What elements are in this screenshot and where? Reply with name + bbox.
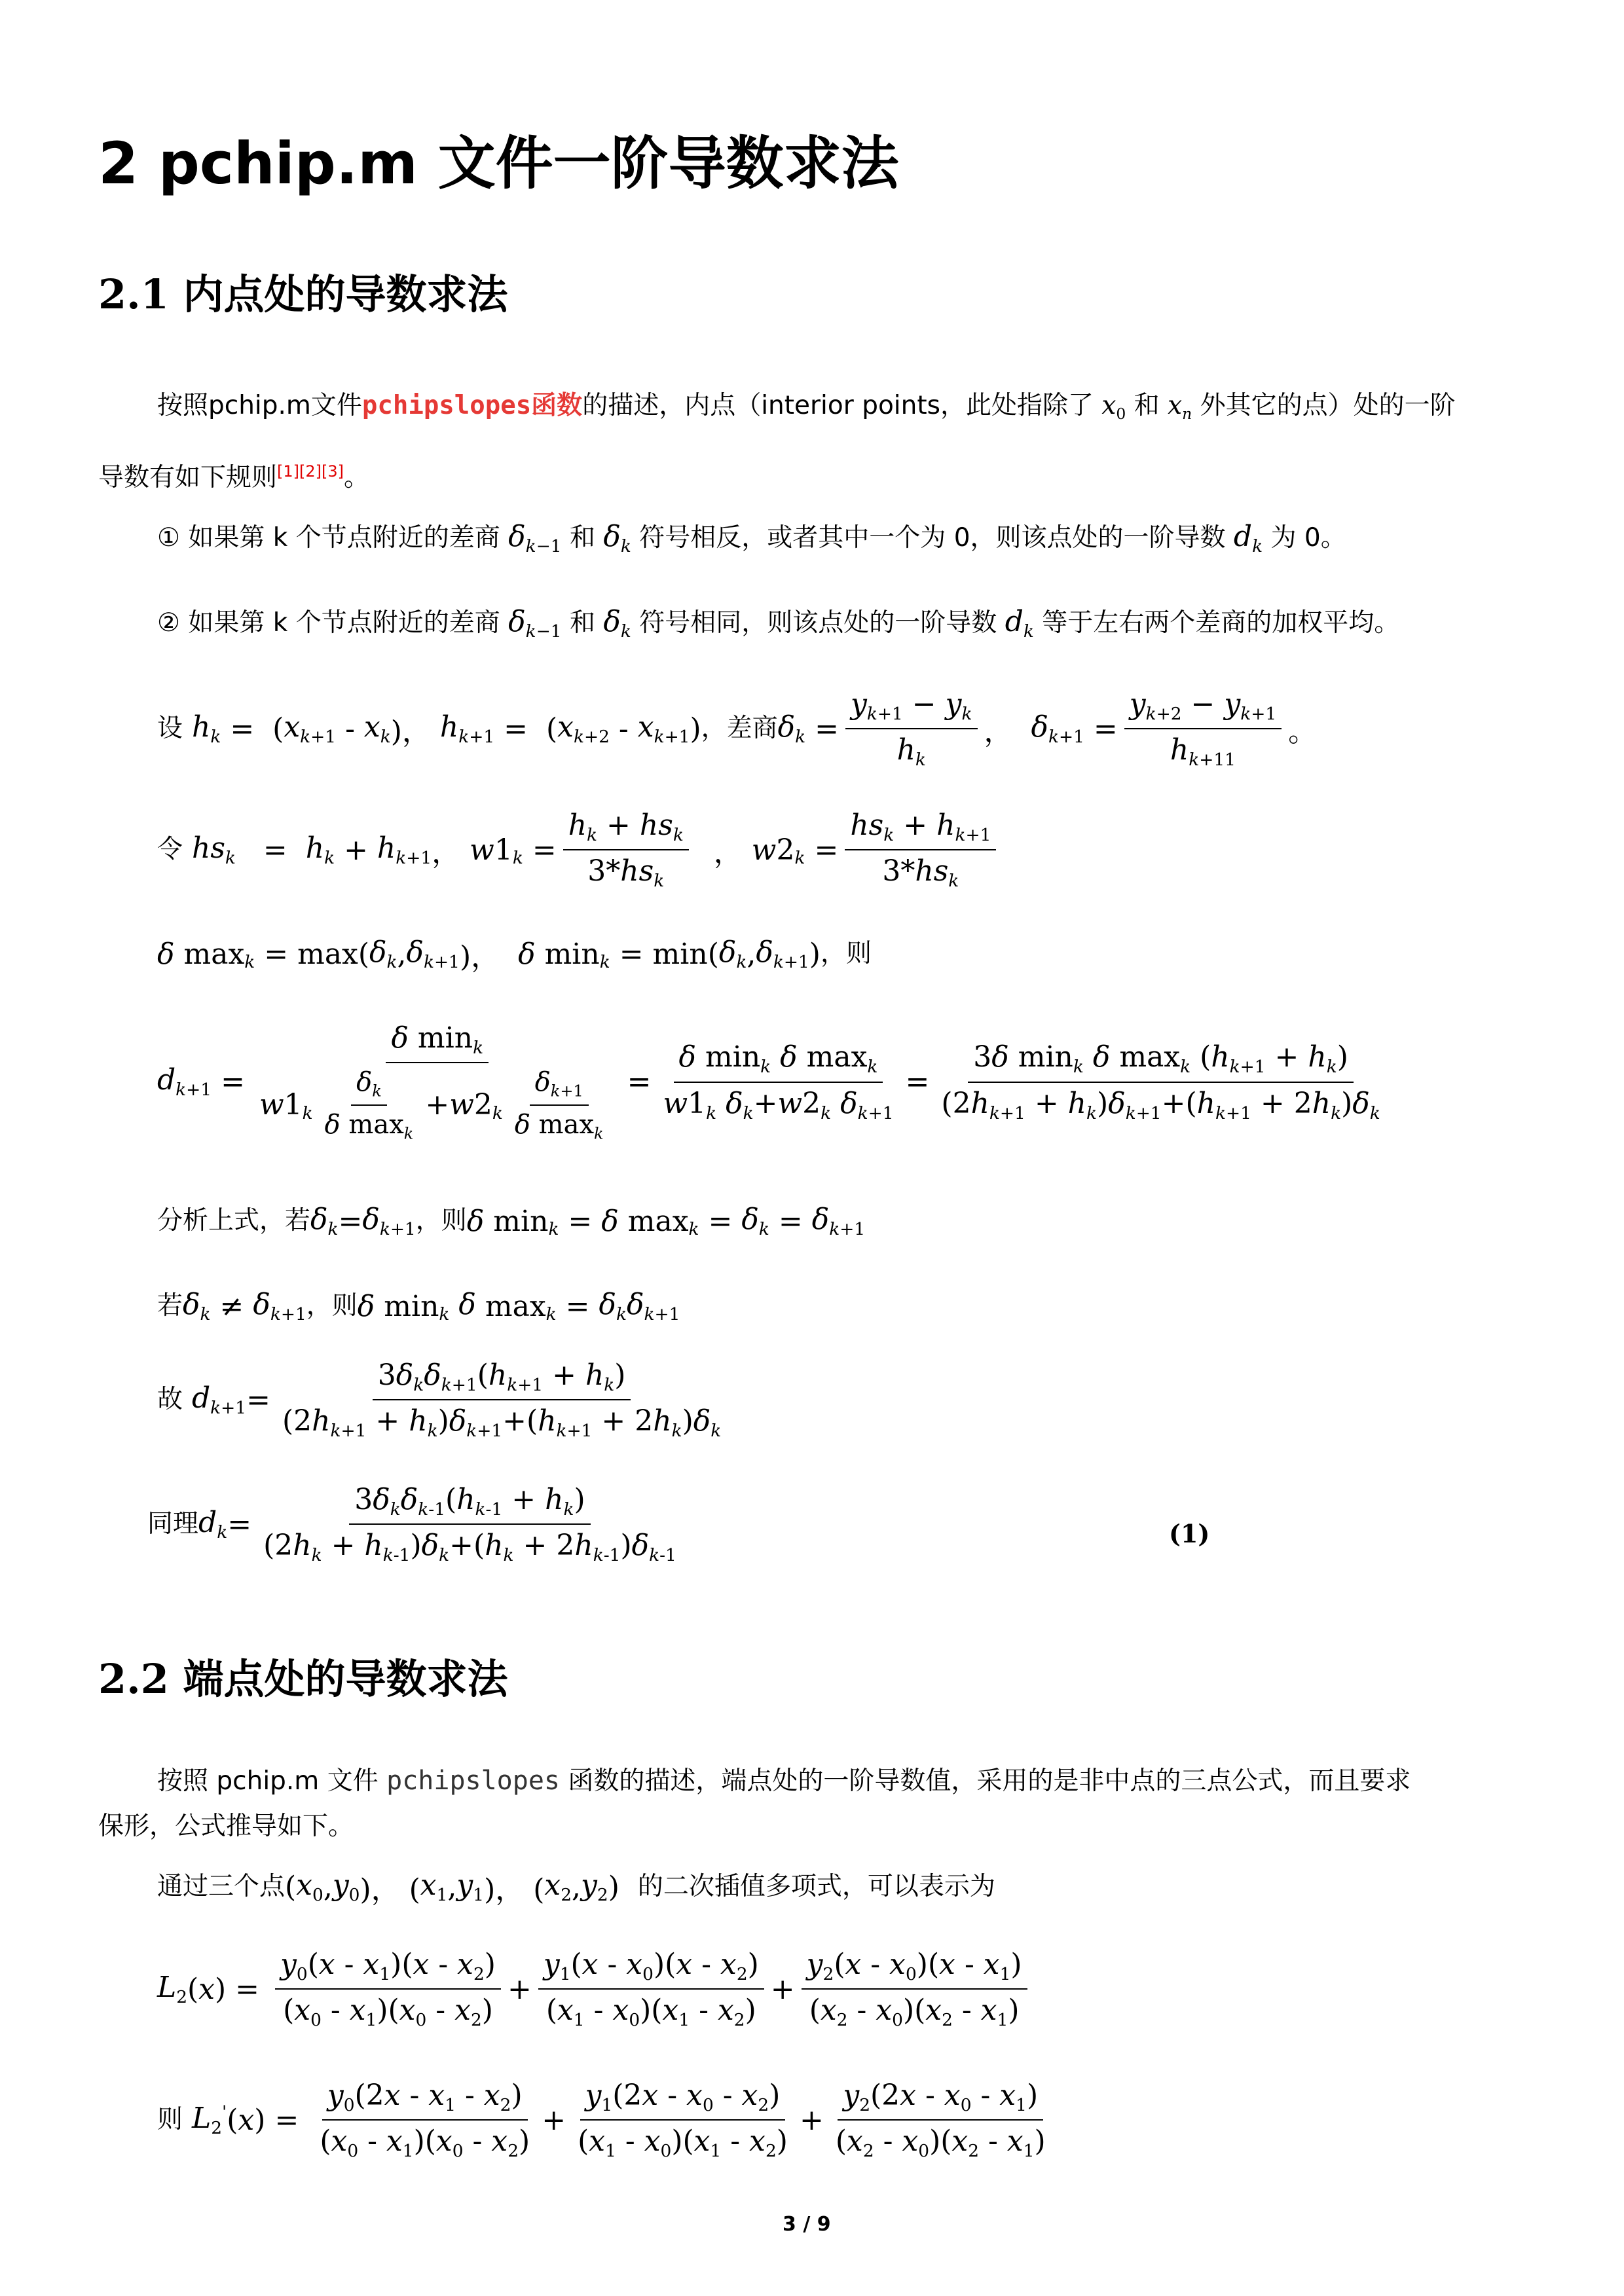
formula-d-k-plus-1-result: 故 $d_{k+1}$ = $\frac{3\delta_k\delta_{k+1}(h_{k+1} + h_k)}{(2h_{k+1} + h_k)\delta_{k+1}+(h_{k+1} + 2h_k)\delta_k}$: [157, 1358, 722, 1442]
formula-L2-derivative: 则 $L_2'$ ( x ) = $\frac{y_0(2x - x_1 - x_2)}{(x_0 - x_1)(x_0 - x_2)}$ + $\frac{y_1(2x - x_0 - x_2)}{(x_1 - x_0)(x_1 - x_2)}$ + $\frac{y_2(2x - x_0 - x_1)}{(x_2 - x_0)(x_2 - x_1)}$: [157, 2079, 1046, 2162]
page-title: 2 pchip.m 文件一阶导数求法: [98, 130, 899, 197]
endpoint-paragraph-line2: 保形，公式推导如下。: [98, 1812, 354, 1841]
keyword-pchipslopes: pchipslopes函数: [361, 391, 583, 420]
rule-2: ② 如果第 k 个节点附近的差商 $\delta_{k-1}$ 和 $\delta_k$ 符号相同，则该点处的一阶导数 $d_k$ 等于左右两个差商的加权平均。: [157, 605, 1400, 642]
section-heading-2-1: 2.1 内点处的导数求法: [98, 270, 508, 318]
three-points-statement: 通过三个点 ( $x_0$ , $y_0$ )， ( $x_1$ , $y_1$ )， ( $x_2$ , $y_2$ ) 的二次插值多项式，可以表示为: [157, 1868, 995, 1906]
definition-delta-max-min: δ max $_k$ = max( $\delta_k$ , $\delta_{k+1}$ )， δ min $_k$ = min( $\delta_k$ , $\delta_{k+1}$ ) ，则: [157, 935, 872, 974]
rule-1: ① 如果第 k 个节点附近的差商 $\delta_{k-1}$ 和 $\delta_k$ 符号相反，或者其中一个为 0，则该点处的一阶导数 $d_k$ 为 0。: [157, 520, 1346, 557]
formula-L2: $L_2$ ( x ) = $\frac{y_0(x - x_1)(x - x_2)}{(x_0 - x_1)(x_0 - x_2)}$ + $\frac{y_1(x - x_0)(x - x_2)}{(x_1 - x_0)(x_1 - x_2)}$ + $\frac{y_2(x - x_0)(x - x_1)}{(x_2 - x_0)(x_2 - x_1)}$: [157, 1948, 1034, 2030]
reference-links[interactable]: [1][2][3]: [277, 462, 344, 481]
formula-d-k-result: 同理 $d_k$ = $\frac{3\delta_k\delta_{k-1}(h_{k-1} + h_k)}{(2h_k + h_{k-1})\delta_k+(h_k + 2h_{k-1})\delta_{k-1}}$: [147, 1483, 676, 1566]
page-number: 3 / 9: [783, 2213, 831, 2236]
section-heading-2-2: 2.2 端点处的导数求法: [98, 1655, 508, 1703]
equation-number: (1): [1169, 1519, 1210, 1548]
intro-paragraph-line2: 导数有如下规则[1][2][3]。: [98, 462, 370, 492]
endpoint-paragraph-line1: 按照 pchip.m 文件 pchipslopes 函数的描述，端点处的一阶导数值，采用的是非中点的三点公式，而且要求: [157, 1766, 1411, 1796]
analysis-unequal-case: 若 $\delta_k$ ≠ $\delta_{k+1}$ ，则 δ min $_k$ δ max $_k$ = $\delta_k\delta_{k+1}$: [157, 1287, 680, 1325]
definition-weights: 令 $hs_k$ = $h_k$ + $h_{k+1}$ ， w 1 $_k$ = $\frac{h_k + hs_k}{3*hs_k}$ ， w 2 $_k$ = $\frac{hs_k + h_{k+1}}{3*hs_k}$: [157, 809, 1003, 891]
analysis-equal-case: 分析上式，若 $\delta_k$ = $\delta_{k+1}$ ，则 δ min $_k$ = δ max $_k$ = $\delta_k$ = $\delta_{k+1}$: [157, 1202, 866, 1240]
definition-h-delta: 设 $h_k$ = ( $x_{k+1}$ - $x_k$ )， $h_{k+1}$ = ( $x_{k+2}$ - $x_{k+1}$ ) ，差商 $\delta_k$ = $\frac{y_{k+1} - y_k}{h_k}$ ， $\delta_{k+1}$ = $\frac{y_{k+2} - y_{k+1}}{h_{k+11}}$ 。: [157, 687, 1318, 771]
intro-paragraph-line1: 按照pchip.m文件pchipslopes函数的描述，内点（interior points，此处指除了 $x_0$ 和 $x_n$ 外其它的点）处的一阶: [157, 391, 1456, 424]
formula-d-k-plus-1: $d_{k+1}$ = δ $\min_k$ w 1 $_k$ $\frac{\delta_k}{\delta \max_k}$ + w 2 $_k$ $\frac{\delta_{k+1}}{\delta \max_k}$ = $\frac{\delta \min_k \delta \max_k}{w1_k \delta_k+w2_k \delta_{k+1}}$ = $\frac{3\delta \min_k \delta \max_k (h_{k+1} + h_k)}{(2h_{k+1} + h_k)\delta_{k+1}+(h_{k+1} + 2h_k)\delta_k}$: [157, 1021, 1380, 1143]
